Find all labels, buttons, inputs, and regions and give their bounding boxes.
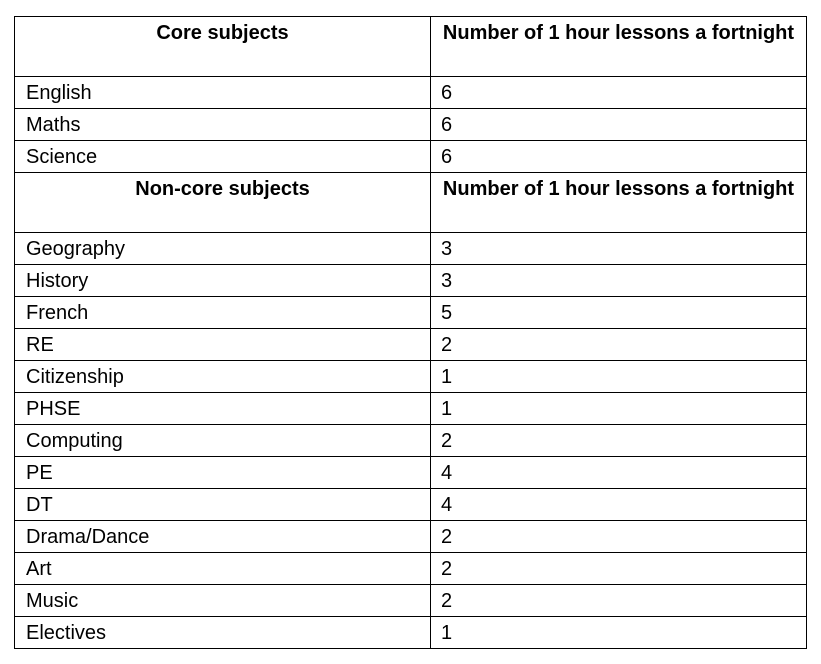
lessons-cell: 4	[431, 489, 807, 521]
table-row	[15, 425, 807, 457]
table-row	[15, 233, 807, 265]
noncore-lessons-header: Number of 1 hour lessons a fortnight	[431, 173, 807, 233]
lessons-cell: 2	[431, 521, 807, 553]
subject-cell: Science	[15, 141, 431, 173]
lessons-cell: 2	[431, 585, 807, 617]
lessons-table	[14, 16, 807, 649]
subject-cell: English	[15, 77, 431, 109]
table-row	[15, 77, 807, 109]
table-row	[15, 489, 807, 521]
lessons-cell: 6	[431, 109, 807, 141]
lessons-cell: 2	[431, 553, 807, 585]
core-header-row	[15, 17, 807, 77]
lessons-cell: 1	[431, 393, 807, 425]
table-row	[15, 617, 807, 649]
subject-cell: DT	[15, 489, 431, 521]
subject-cell: PHSE	[15, 393, 431, 425]
table-row	[15, 109, 807, 141]
subject-cell: Music	[15, 585, 431, 617]
core-lessons-header: Number of 1 hour lessons a fortnight	[431, 17, 807, 77]
lessons-cell: 1	[431, 361, 807, 393]
subject-cell: French	[15, 297, 431, 329]
subject-cell: Geography	[15, 233, 431, 265]
subject-cell: Drama/Dance	[15, 521, 431, 553]
lessons-cell: 6	[431, 77, 807, 109]
table-row	[15, 521, 807, 553]
core-subject-header: Core subjects	[15, 17, 431, 77]
table-row	[15, 457, 807, 489]
table-row	[15, 141, 807, 173]
lessons-cell: 6	[431, 141, 807, 173]
noncore-subject-header: Non-core subjects	[15, 173, 431, 233]
table-row	[15, 329, 807, 361]
table-row	[15, 361, 807, 393]
subject-cell: Maths	[15, 109, 431, 141]
lessons-cell: 5	[431, 297, 807, 329]
subject-cell: Citizenship	[15, 361, 431, 393]
lessons-cell: 3	[431, 265, 807, 297]
noncore-header-row	[15, 173, 807, 233]
lessons-cell: 2	[431, 425, 807, 457]
lessons-cell: 4	[431, 457, 807, 489]
table-row	[15, 297, 807, 329]
subject-cell: Computing	[15, 425, 431, 457]
table-row	[15, 265, 807, 297]
subject-cell: Electives	[15, 617, 431, 649]
table-row	[15, 585, 807, 617]
lessons-cell: 3	[431, 233, 807, 265]
subject-cell: History	[15, 265, 431, 297]
subject-cell: Art	[15, 553, 431, 585]
lessons-cell: 1	[431, 617, 807, 649]
table-row	[15, 393, 807, 425]
lessons-cell: 2	[431, 329, 807, 361]
table-row	[15, 553, 807, 585]
subject-cell: RE	[15, 329, 431, 361]
subject-cell: PE	[15, 457, 431, 489]
